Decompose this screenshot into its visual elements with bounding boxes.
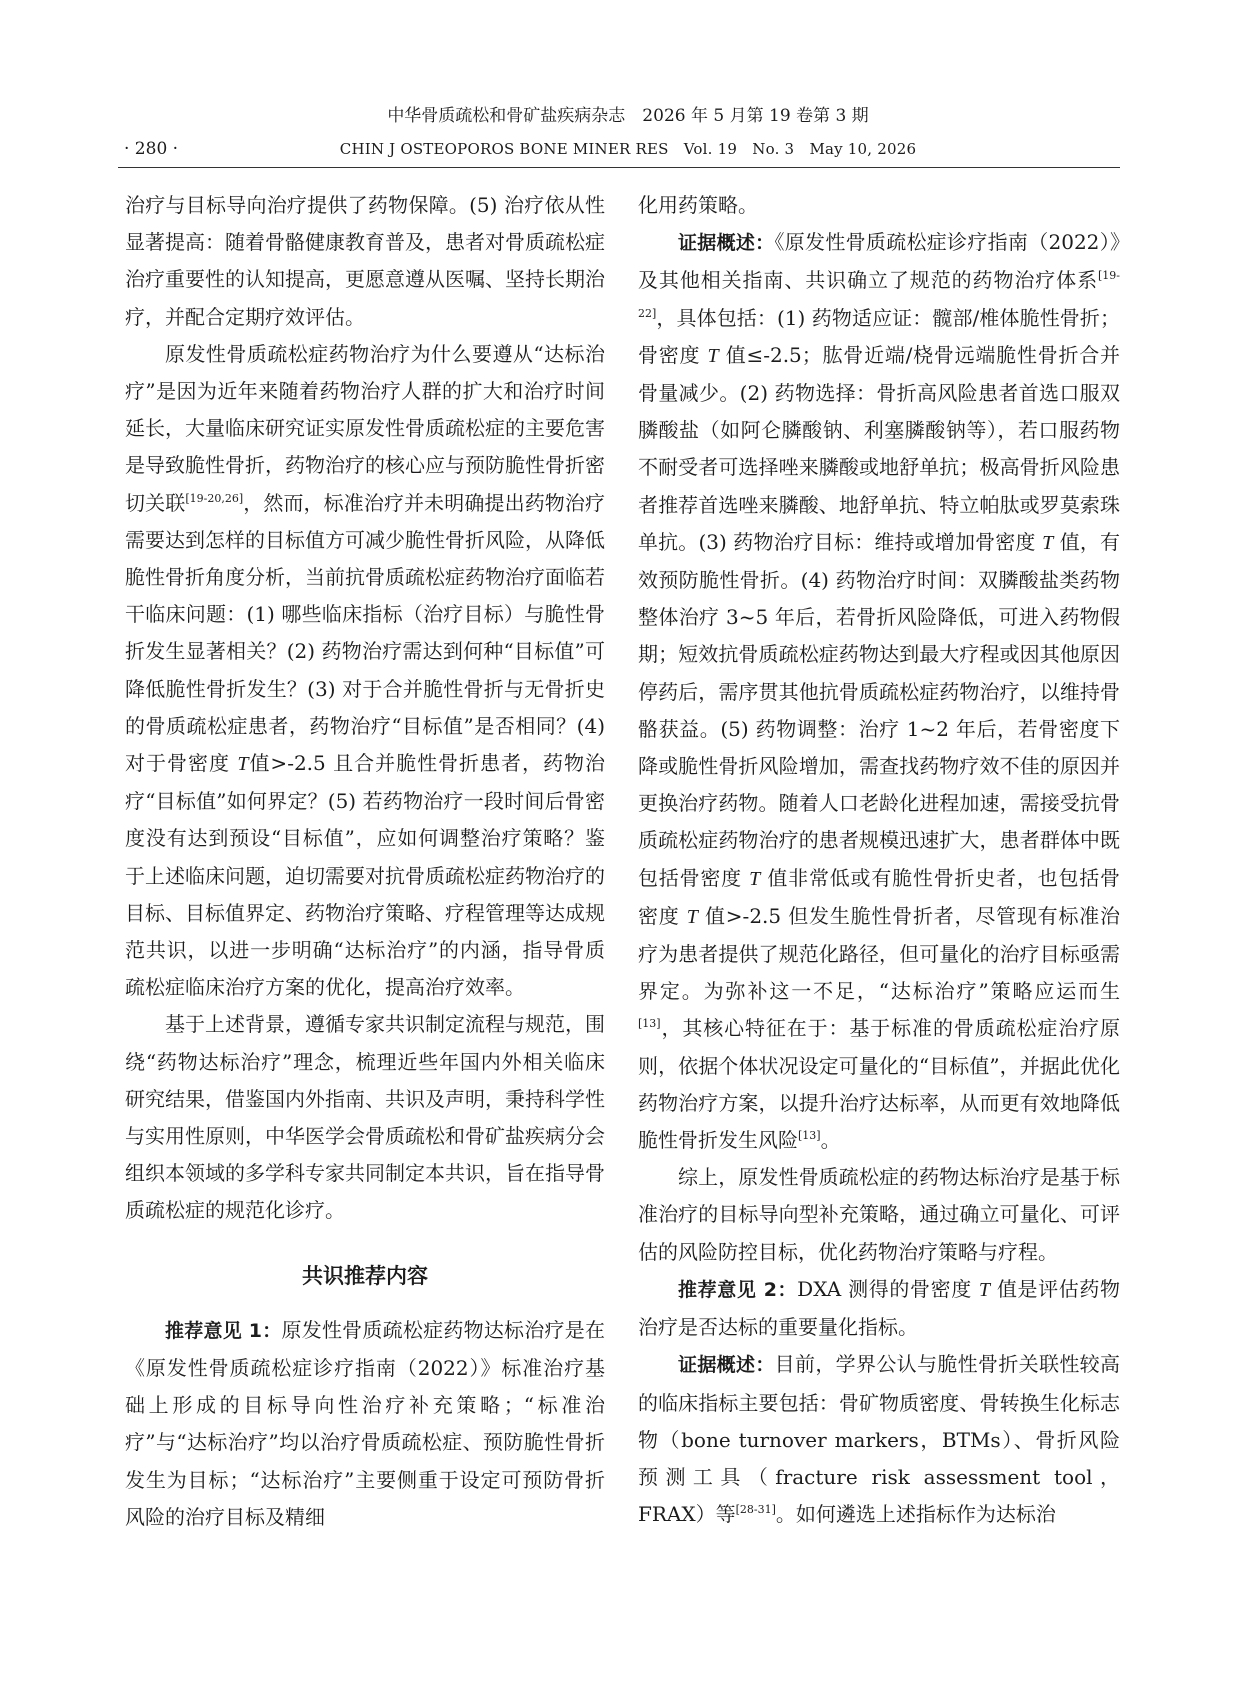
left-column — [125, 187, 605, 1536]
recommendation-lead: 推荐意见 2： — [678, 1278, 798, 1301]
t-score-symbol: T — [686, 905, 698, 928]
citation: [13] — [798, 1129, 821, 1143]
recommendation-lead: 推荐意见 1： — [165, 1319, 282, 1342]
text-run: DXA 测得的骨密度 — [797, 1276, 972, 1301]
text-run: 《原发性骨质疏松症诊疗指南（2022）》及其他相关指南、共识确立了规范的药物治疗体系 — [638, 230, 1120, 293]
journal-title-en: CHIN J OSTEOPOROS BONE MINER RES Vol. 19 No. 3 May 10, 2026 — [339, 140, 917, 158]
section-heading: 共识推荐内容 — [302, 1263, 428, 1288]
text-run: 原发性骨质疏松症药物治疗为什么要遵从“达标治疗”是因为近年来随着药物治疗人群的扩大和治疗时间延长，大量临床研究证实原发性骨质疏松症的主要危害是导致脆性骨折，药物治疗的核心应与预防脆性骨折密切关联 — [125, 341, 605, 515]
citation: [13] — [638, 1017, 661, 1031]
evidence-lead: 证据概述： — [678, 232, 775, 255]
text-run: 值>-2.5 但发生脆性骨折者，尽管现有标准治疗为患者提供了规范化路径，但可量化的治疗目标亟需界定。为弥补这一不足，“达标治疗”策略应运而生 — [638, 903, 1121, 1004]
text-run: 。 — [820, 1128, 841, 1153]
text-run: ，然而，标准治疗并未明确提出药物治疗需要达到怎样的目标值方可减少脆性骨折风险，从降低脆性骨折角度分析，当前抗骨质疏松症药物治疗面临若干临床问题：(1) 哪些临床指标（治疗目标）与脆性骨折发生显著相关？(2) 药物治疗需达到何种“目标值”可降低脆性骨折发生？(3) 对于合并脆性骨折与无骨折史的骨质疏松症患者，药物治疗“目标值”是否相同？(4) 对于骨密度 — [125, 490, 606, 776]
citation: [19-22] — [638, 269, 1120, 320]
text-run: ，具体包括：(1) 药物适应证：髋部/椎体脆性骨折；骨密度 — [638, 305, 1120, 367]
text-run: 。如何遴选上述指标作为达标治 — [775, 1502, 1056, 1527]
t-score-symbol: T — [237, 753, 249, 776]
right-column — [638, 187, 1120, 1533]
paragraph: 综上，原发性骨质疏松症的药物达标治疗是基于标准治疗的目标导向型补充策略，通过确立可量化、可评估的风险防控目标，优化药物治疗策略与疗程。 — [638, 1165, 1120, 1264]
text-run: 值非常低或有脆性骨折史者，也包括骨密度 — [638, 865, 1121, 928]
text-run: 值≤-2.5；肱骨近端/桡骨远端脆性骨折合并骨量减少。(2) 药物选择：骨折高风险患者首选口服双膦酸盐（如阿仑膦酸钠、利塞膦酸钠等），若口服药物不耐受者可选择唑来膦酸或地舒单抗；极高骨折风险患者推荐首选唑来膦酸、地舒单抗、特立帕肽或罗莫索珠单抗。(3) 药物治疗目标：维持或增加骨密度 — [638, 342, 1121, 554]
evidence-summary-2 — [638, 1346, 1120, 1533]
paragraph: 治疗与目标导向治疗提供了药物保障。(5) 治疗依从性显著提高：随着骨骼健康教育普及，患者对骨质疏松症治疗重要性的认知提高，更愿意遵从医嘱、坚持长期治疗，并配合定期疗效评估。 — [125, 193, 605, 329]
recommendation-1 — [125, 1312, 605, 1536]
citation: [19-20,26] — [185, 491, 244, 505]
page-number: · 280 · — [124, 139, 179, 159]
text-run: 原发性骨质疏松症药物达标治疗是在《原发性骨质疏松症诊疗指南（2022）》标准治疗基础上形成的目标导向性治疗补充策略；“标准治疗”与“达标治疗”均以治疗骨质疏松症、预防脆性骨折发生为目标；“达标治疗”主要侧重于设定可预防骨折风险的治疗目标及精细 — [125, 1317, 605, 1529]
t-score-symbol: T — [749, 867, 761, 890]
journal-title-cn: 中华骨质疏松和骨矿盐疾病杂志 2026 年 5 月第 19 卷第 3 期 — [387, 106, 869, 126]
t-score-symbol: T — [1042, 531, 1054, 554]
header-rule — [118, 167, 1120, 168]
t-score-symbol: T — [707, 344, 719, 367]
evidence-lead: 证据概述： — [678, 1354, 775, 1377]
paragraph: 化用药策略。 — [638, 193, 758, 217]
evidence-summary-1 — [638, 224, 1120, 1159]
recommendation-2 — [638, 1271, 1120, 1346]
paragraph — [125, 336, 605, 1007]
text-run: 目前，学界公认与脆性骨折关联性较高的临床指标主要包括：骨矿物质密度、骨转换生化标志物（bone turnover markers，BTMs）、骨折风险预测工具（fracture risk assessment tool，FRAX）等 — [638, 1352, 1120, 1527]
t-score-symbol: T — [978, 1278, 990, 1301]
paragraph: 基于上述背景，遵循专家共识制定流程与规范，围绕“药物达标治疗”理念，梳理近些年国内外相关临床研究结果，借鉴国内外指南、共识及声明，秉持科学性与实用性原则，中华医学会骨质疏松和骨矿盐疾病分会组织本领域的多学科专家共同制定本共识，旨在指导骨质疏松症的规范化诊疗。 — [125, 1012, 605, 1223]
citation: [28-31] — [735, 1503, 776, 1517]
text-run: 值是评估药物治疗是否达标的重要量化指标。 — [638, 1276, 1121, 1340]
text-run: 值>-2.5 且合并脆性骨折患者，药物治疗“目标值”如何界定？(5) 若药物治疗一段时间后骨密度没有达到预设“目标值”，应如何调整治疗策略？鉴于上述临床问题，迫切需要对抗骨质疏松症药物治疗的目标、目标值界定、药物治疗策略、疗程管理等达成规范共识，以进一步明确“达标治疗”的内涵，指导骨质疏松症临床治疗方案的优化，提高治疗效率。 — [125, 751, 606, 1000]
text-run: ，其核心特征在于：基于标准的骨质疏松症治疗原则，依据个体状况设定可量化的“目标值”，并据此优化药物治疗方案，以提升治疗达标率，从而更有效地降低脆性骨折发生风险 — [638, 1016, 1120, 1153]
text-run: 值，有效预防脆性骨折。(4) 药物治疗时间：双膦酸盐类药物整体治疗 3~5 年后，若骨折风险降低，可进入药物假期；短效抗骨质疏松症药物达到最大疗程或因其他原因停药后，需序贯其他抗骨质疏松症药物治疗，以维持骨骼获益。(5) 药物调整：治疗 1~2 年后，若骨密度下降或脆性骨折风险增加，需查找药物疗效不佳的原因并更换治疗药物。随着人口老龄化进程加速，需接受抗骨质疏松症药物治疗的患者规模迅速扩大，患者群体中既包括骨密度 — [638, 529, 1121, 890]
